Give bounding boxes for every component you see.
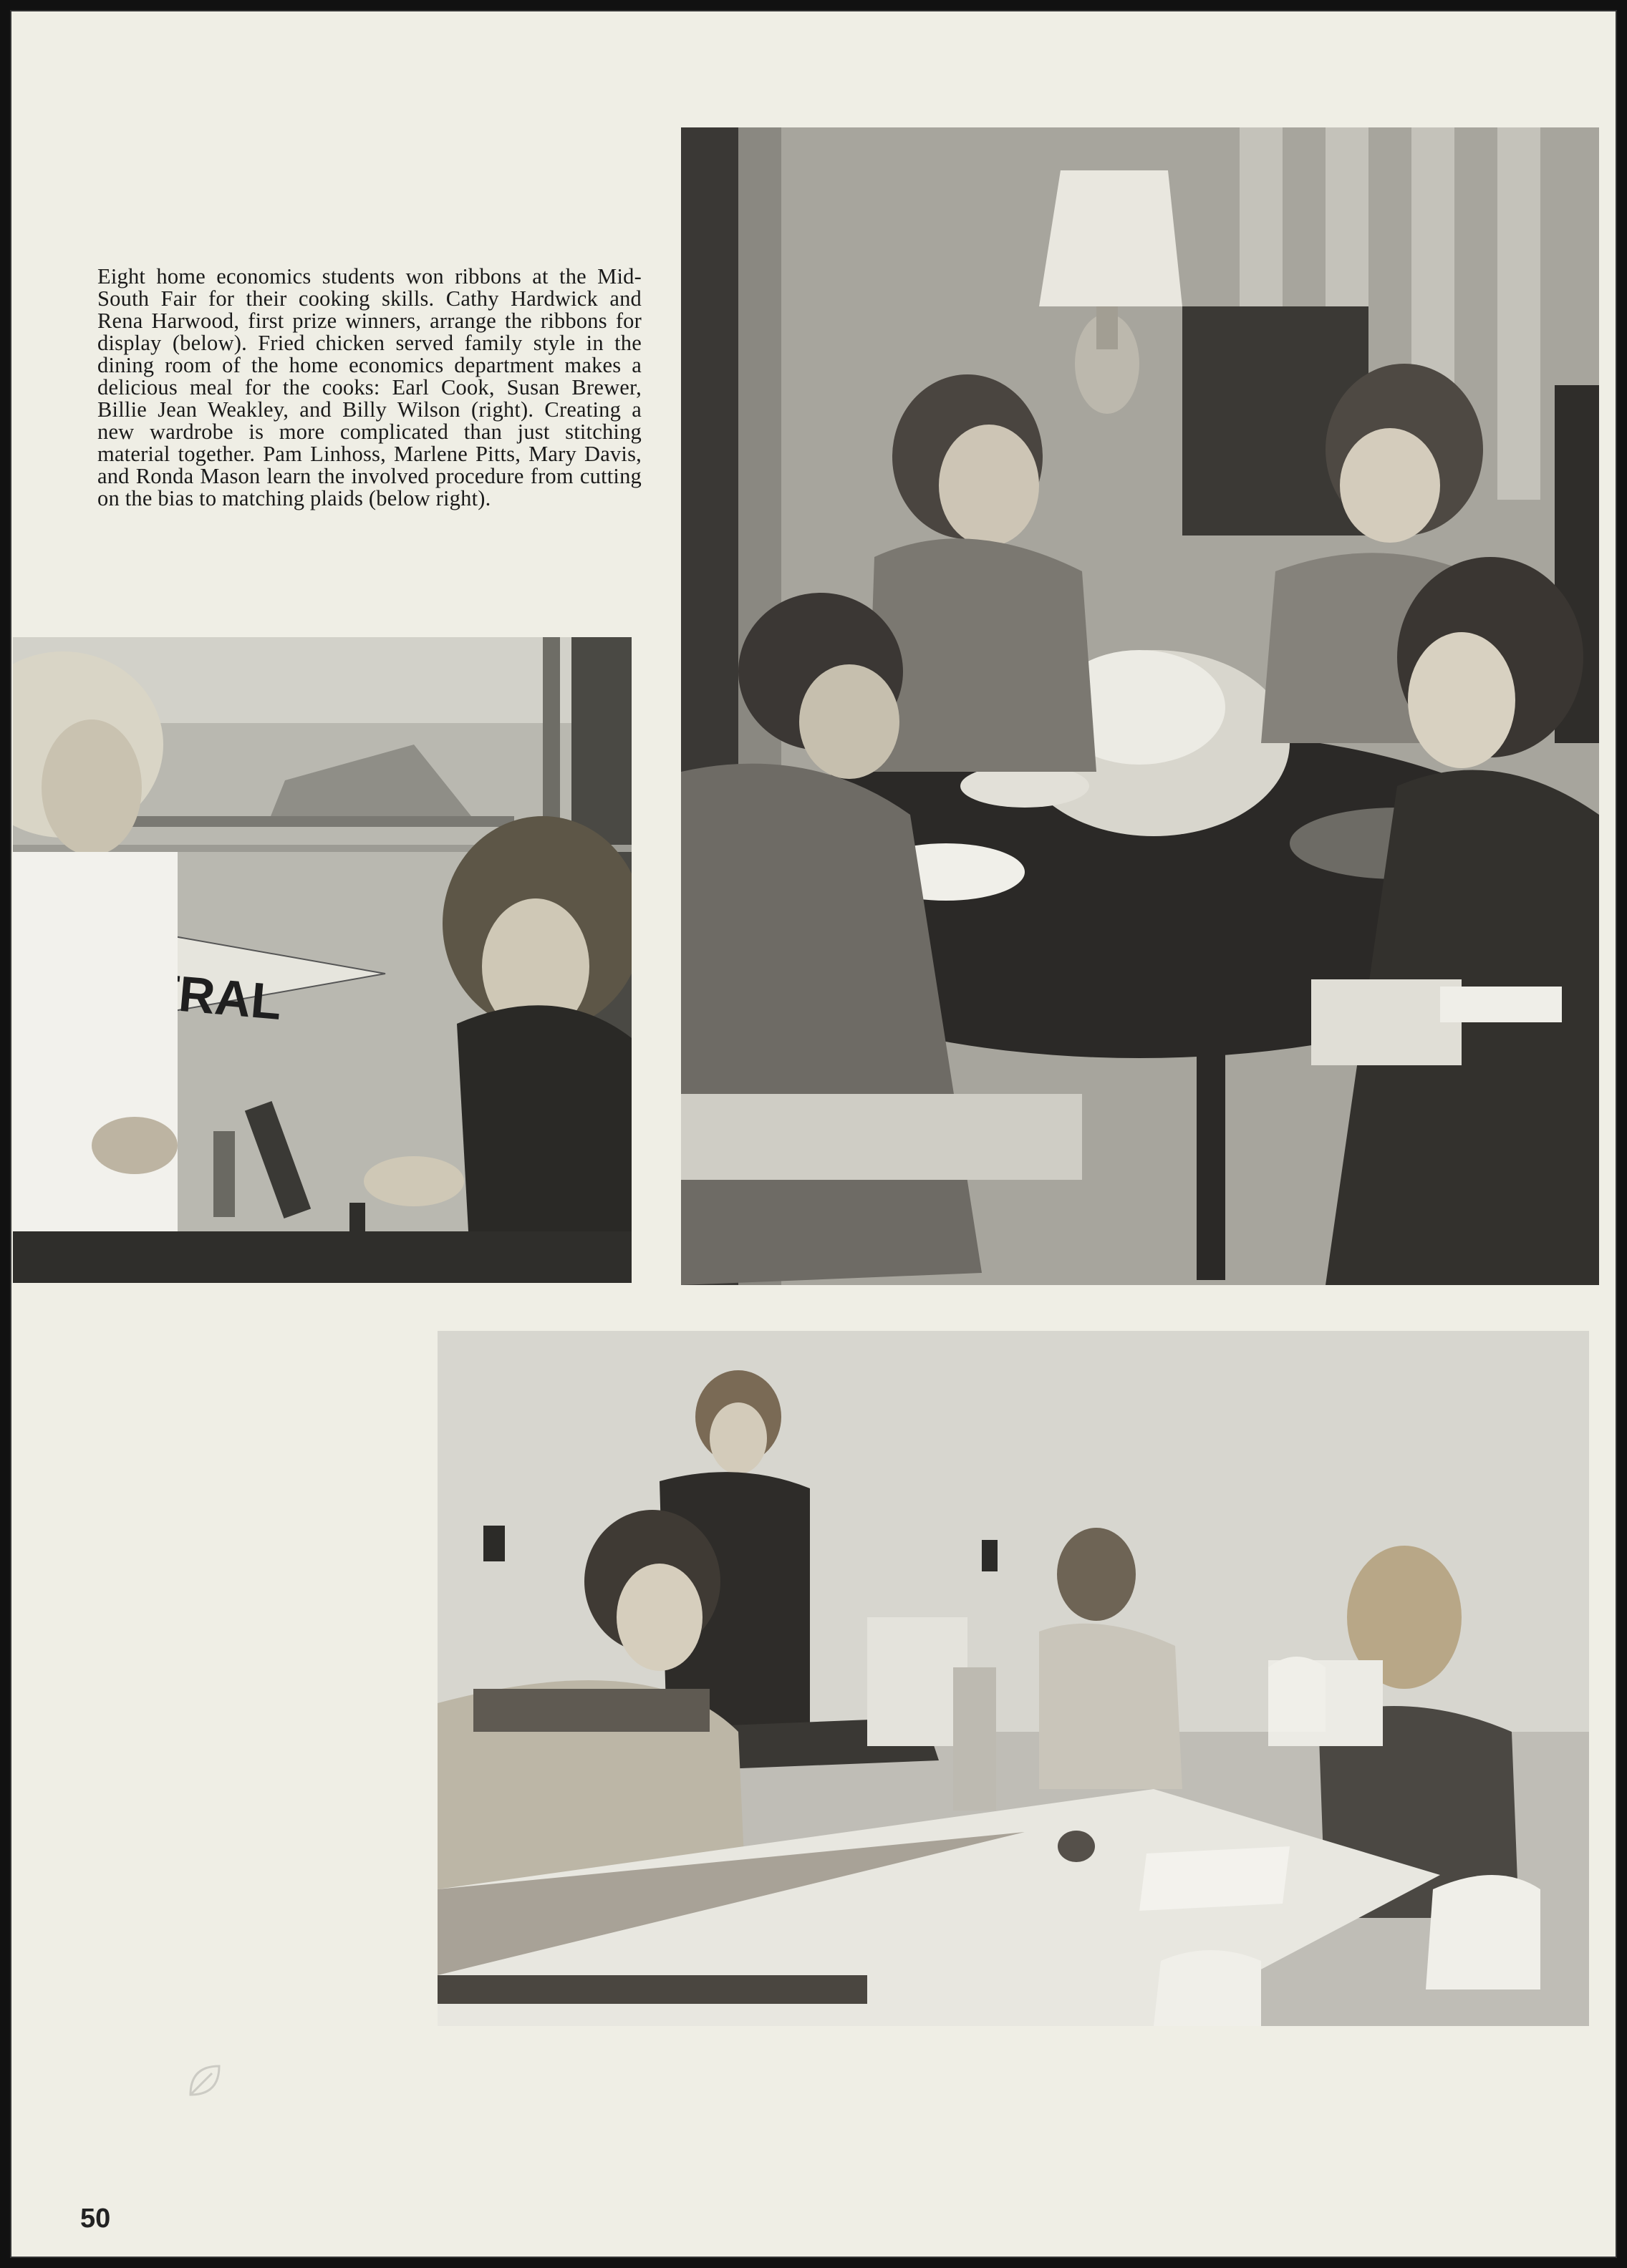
- ribbons-display-photo: [13, 637, 632, 1283]
- ribbons-photo-illustration: [13, 637, 632, 1283]
- sewing-class-photo: [438, 1331, 1589, 2026]
- dining-photo-illustration: [681, 127, 1599, 1285]
- leaf-watermark-icon: [183, 2059, 226, 2102]
- dining-room-photo: [681, 127, 1599, 1285]
- sewing-photo-illustration: [438, 1331, 1589, 2026]
- yearbook-page: [10, 10, 1617, 2258]
- photo-caption: Eight home economics students won ribbons at the Mid-South Fair for their cooking skills. Cathy Hardwick and Rena Harwood, first prize winners, arrange the ribbons for display (below). Fried chicken served family style in the dining room of the home economics department makes a delicious meal for the cooks: Earl Cook, Susan Brewer, Billie Jean Weakley, and Billy Wilson (right). Creating a new wardrobe is more complicated than just stitching material together. Pam Linhoss, Marlene Pitts, Mary Davis, and Ronda Mason learn the involved procedure from cutting on the bias to matching plaids (below right).: [97, 264, 642, 510]
- page-number: 50: [80, 2204, 111, 2234]
